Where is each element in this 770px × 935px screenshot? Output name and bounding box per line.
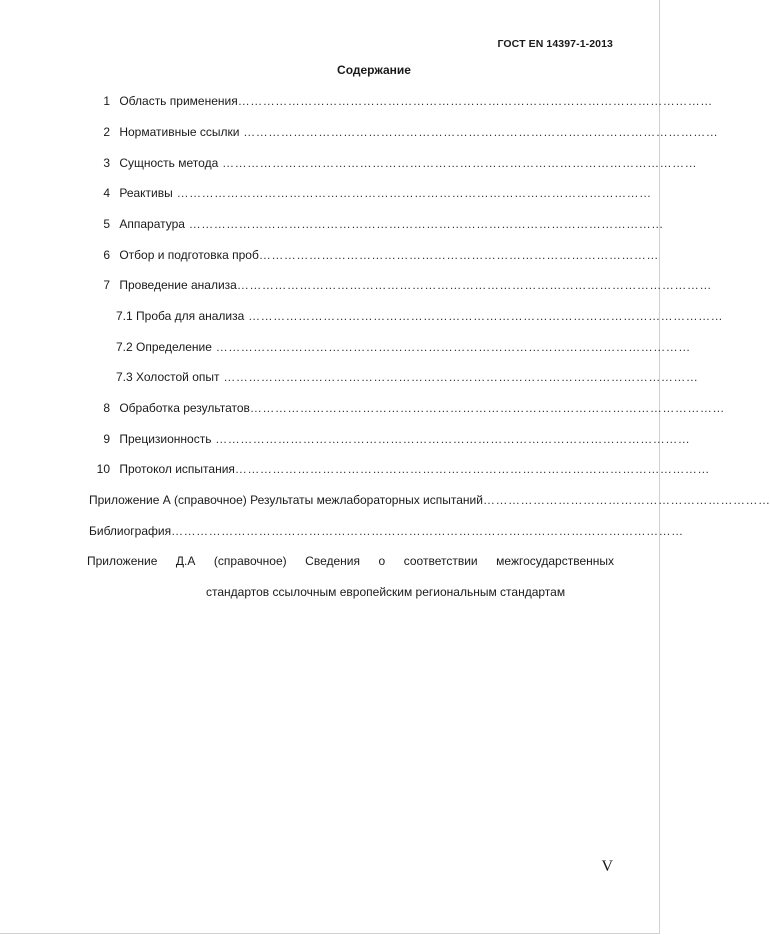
leader-dots: …………………………………………………………………………………………………… xyxy=(236,278,712,292)
leader-dots: …………………………………………………………………………………………………… xyxy=(218,156,698,170)
toc-entry-number: 1 xyxy=(103,94,110,108)
leader-dots: …………………………………………………………………………………………………… xyxy=(234,462,710,476)
toc-entry-number: 2 xyxy=(103,125,110,139)
toc-entry-title: Протокол испытания xyxy=(119,462,235,476)
toc-entry-4[interactable] xyxy=(100,186,652,201)
toc-entry-7[interactable] xyxy=(100,278,712,293)
toc-entry-title: Приложение А (справочное) Результаты межлабораторных испытаний xyxy=(89,493,483,507)
toc-entry-5[interactable] xyxy=(100,217,664,232)
toc-appendix-d-line1[interactable]: Приложение Д.А (справочное) Сведения о соответствии межгосударственных xyxy=(87,554,614,568)
toc-entry-number: 8 xyxy=(103,401,110,415)
toc-entry-title: Область применения xyxy=(119,94,238,108)
toc-entry-7-2[interactable] xyxy=(116,340,691,355)
toc-entry-title: Холостой опыт xyxy=(136,370,220,384)
toc-appendix-d-line2: стандартов ссылочным европейским региональным стандартам xyxy=(206,585,566,599)
toc-entry-2[interactable] xyxy=(100,125,719,140)
toc-entry-title: Проведение анализа xyxy=(119,278,237,292)
leader-dots: …………………………………………………………………………………………………… xyxy=(211,340,691,354)
document-code: ГОСТ EN 14397-1-2013 xyxy=(497,38,613,50)
leader-dots: …………………………………………………………………………………………………… xyxy=(211,432,691,446)
leader-dots: …………………………………………………………………………………………………………… xyxy=(171,524,684,538)
toc-entry-number: 4 xyxy=(103,186,110,200)
toc-entry-title: Определение xyxy=(136,340,212,354)
toc-entry-number: 6 xyxy=(103,248,110,262)
toc-entry-3[interactable] xyxy=(100,156,698,171)
toc-entry-1[interactable] xyxy=(100,94,713,109)
leader-dots: …………………………………………………………………………………………………… xyxy=(184,217,664,231)
toc-title: Содержание xyxy=(337,63,411,77)
toc-entry-number: 5 xyxy=(103,217,110,231)
leader-dots: …………………………………………………………………………………………………… xyxy=(237,94,713,108)
toc-entry-number: 7 xyxy=(103,278,110,292)
toc-entry-number: 3 xyxy=(103,156,110,170)
leader-dots: …………………………………………………………………………………………………… xyxy=(172,186,652,200)
toc-entry-number: 10 xyxy=(96,462,110,476)
toc-entry-title: Сущность метода xyxy=(119,156,219,170)
leader-dots: …………………………………………………………………………………………………… xyxy=(239,125,719,139)
toc-appendix-a[interactable] xyxy=(89,493,770,508)
toc-entry-title: Аппаратура xyxy=(119,217,185,231)
toc-entry-number: 7.2 xyxy=(116,340,133,354)
toc-entry-number: 7.3 xyxy=(116,370,133,384)
toc-entry-title: Проба для анализа xyxy=(136,309,245,323)
leader-dots: …………………………………………………………………………………………………… xyxy=(244,309,724,323)
leader-dots: …………………………………………………………………………………………………… xyxy=(249,401,725,415)
toc-entry-number: 9 xyxy=(103,432,110,446)
toc-entry-title: Библиография xyxy=(89,524,172,538)
leader-dots: …………………………………………………………… xyxy=(482,493,770,507)
toc-entry-title: Отбор и подготовка проб xyxy=(119,248,259,262)
toc-entry-7-3[interactable] xyxy=(116,370,699,385)
toc-entry-8[interactable] xyxy=(100,401,725,416)
toc-entry-title: Реактивы xyxy=(119,186,173,200)
toc-entry-10[interactable] xyxy=(94,462,710,477)
toc-entry-6[interactable] xyxy=(100,248,659,263)
page-number: V xyxy=(601,858,613,875)
toc-entry-9[interactable] xyxy=(100,432,691,447)
toc-entry-number: 7.1 xyxy=(116,309,133,323)
leader-dots: …………………………………………………………………………………… xyxy=(258,248,659,262)
toc-entry-title: Прецизионность xyxy=(119,432,212,446)
toc-entry-title: Обработка результатов xyxy=(119,401,250,415)
toc-entry-7-1[interactable] xyxy=(116,309,724,324)
toc-bibliography[interactable] xyxy=(89,524,684,539)
toc-entry-title: Нормативные ссылки xyxy=(119,125,240,139)
leader-dots: …………………………………………………………………………………………………… xyxy=(219,370,699,384)
